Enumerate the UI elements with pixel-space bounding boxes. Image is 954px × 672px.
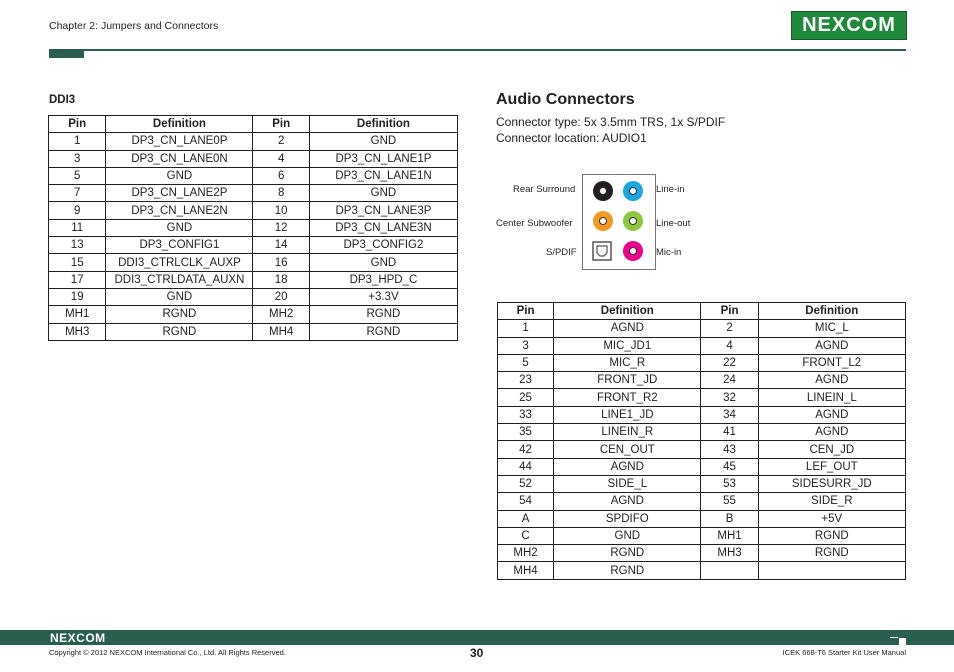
pin-cell: 16: [253, 254, 309, 271]
definition-cell: DP3_CONFIG1: [106, 237, 253, 254]
table-row: [498, 337, 906, 354]
definition-cell: GND: [106, 167, 253, 184]
table-row: [49, 202, 458, 219]
header-divider: [49, 49, 906, 51]
definition-cell: AGND: [554, 320, 701, 337]
spdif-port-icon: [592, 241, 612, 261]
definition-cell: RGND: [758, 527, 905, 544]
definition-cell: AGND: [554, 493, 701, 510]
pin-cell: 3: [49, 150, 106, 167]
footer-decor: [890, 630, 898, 637]
pin-cell: 4: [253, 150, 309, 167]
table-row: [498, 441, 906, 458]
definition-cell: LEF_OUT: [758, 458, 905, 475]
definition-cell: AGND: [758, 424, 905, 441]
definition-cell: +5V: [758, 510, 905, 527]
table-row: [498, 389, 906, 406]
ddi3-pin-table: [48, 115, 458, 341]
pin-cell: [701, 562, 758, 579]
pin-cell: 43: [701, 441, 758, 458]
definition-cell: DP3_CONFIG2: [309, 237, 457, 254]
pin-cell: 15: [49, 254, 106, 271]
header-pin: Pin: [701, 303, 758, 320]
pin-cell: 42: [498, 441, 554, 458]
label-mic-in: Mic-in: [656, 247, 682, 258]
label-center-subwoofer: Center Subwoofer: [496, 218, 573, 229]
definition-cell: [758, 562, 905, 579]
pin-cell: 35: [498, 424, 554, 441]
definition-cell: RGND: [106, 323, 253, 340]
table-row: [498, 475, 906, 492]
nexcom-logo: [791, 11, 907, 40]
definition-cell: AGND: [758, 406, 905, 423]
definition-cell: RGND: [309, 306, 457, 323]
definition-cell: LINE1_JD: [554, 406, 701, 423]
pin-cell: 4: [701, 337, 758, 354]
pin-cell: 2: [253, 133, 309, 150]
definition-cell: SIDE_R: [758, 493, 905, 510]
audio-pin-table: [497, 302, 906, 580]
pin-cell: 5: [49, 167, 106, 184]
pin-cell: 1: [49, 133, 106, 150]
table-row: [498, 510, 906, 527]
pin-cell: 3: [498, 337, 554, 354]
table-row: [498, 372, 906, 389]
line-out-jack-icon: [623, 211, 643, 231]
table-row: [498, 562, 906, 579]
definition-cell: DP3_CN_LANE3N: [309, 219, 457, 236]
header-definition: Definition: [758, 303, 905, 320]
table-row: [49, 323, 458, 340]
definition-cell: DDI3_CTRLDATA_AUXN: [106, 271, 253, 288]
definition-cell: RGND: [309, 323, 457, 340]
pin-cell: C: [498, 527, 554, 544]
pin-cell: 8: [253, 185, 309, 202]
pin-cell: MH2: [253, 306, 309, 323]
definition-cell: GND: [309, 185, 457, 202]
definition-cell: AGND: [758, 337, 905, 354]
table-row: [49, 306, 458, 323]
audio-connector-diagram: [582, 174, 656, 270]
pin-cell: 18: [253, 271, 309, 288]
audio-connectors-title: Audio Connectors: [496, 91, 635, 108]
pin-cell: 23: [498, 372, 554, 389]
footer-decor: [899, 638, 906, 645]
header-pin: Pin: [498, 303, 554, 320]
definition-cell: CEN_OUT: [554, 441, 701, 458]
definition-cell: FRONT_L2: [758, 354, 905, 371]
pin-cell: 22: [701, 354, 758, 371]
pin-cell: MH3: [49, 323, 106, 340]
pin-cell: 7: [49, 185, 106, 202]
table-row: [49, 237, 458, 254]
pin-cell: 53: [701, 475, 758, 492]
header-definition: Definition: [309, 116, 457, 133]
definition-cell: SPDIFO: [554, 510, 701, 527]
pin-cell: 20: [253, 288, 309, 305]
pin-cell: 32: [701, 389, 758, 406]
center-subwoofer-jack-icon: [593, 211, 613, 231]
header-pin: Pin: [253, 116, 309, 133]
definition-cell: MIC_JD1: [554, 337, 701, 354]
pin-cell: 14: [253, 237, 309, 254]
pin-cell: 6: [253, 167, 309, 184]
definition-cell: RGND: [554, 562, 701, 579]
definition-cell: SIDE_L: [554, 475, 701, 492]
table-row: [49, 271, 458, 288]
pin-cell: A: [498, 510, 554, 527]
pin-cell: 5: [498, 354, 554, 371]
pin-cell: 33: [498, 406, 554, 423]
definition-cell: AGND: [554, 458, 701, 475]
table-row: [49, 150, 458, 167]
definition-cell: RGND: [758, 545, 905, 562]
table-row: [498, 406, 906, 423]
header-definition: Definition: [106, 116, 253, 133]
pin-cell: 41: [701, 424, 758, 441]
line-in-jack-icon: [623, 181, 643, 201]
definition-cell: MIC_L: [758, 320, 905, 337]
definition-cell: DP3_CN_LANE1N: [309, 167, 457, 184]
table-row: [498, 458, 906, 475]
logo-text: NEXCOM: [802, 14, 896, 36]
label-spdif: S/PDIF: [546, 247, 577, 258]
pin-cell: 12: [253, 219, 309, 236]
pin-cell: 11: [49, 219, 106, 236]
connector-type: Connector type: 5x 3.5mm TRS, 1x S/PDIF: [496, 115, 726, 129]
footer-nexcom-logo: [50, 630, 106, 645]
header-definition: Definition: [554, 303, 701, 320]
definition-cell: CEN_JD: [758, 441, 905, 458]
header-pin: Pin: [49, 116, 106, 133]
rear-surround-jack-icon: [593, 181, 613, 201]
definition-cell: LINEIN_L: [758, 389, 905, 406]
pin-cell: MH1: [701, 527, 758, 544]
definition-cell: +3.3V: [309, 288, 457, 305]
definition-cell: MIC_R: [554, 354, 701, 371]
table-row: [49, 167, 458, 184]
manual-title: ICEK 668-T6 Starter Kit User Manual: [782, 648, 906, 657]
table-row: [49, 254, 458, 271]
pin-cell: 24: [701, 372, 758, 389]
table-row: [498, 320, 906, 337]
definition-cell: DP3_HPD_C: [309, 271, 457, 288]
pin-cell: 1: [498, 320, 554, 337]
label-rear-surround: Rear Surround: [513, 184, 576, 195]
pin-cell: 19: [49, 288, 106, 305]
connector-location: Connector location: AUDIO1: [496, 131, 647, 145]
pin-cell: 45: [701, 458, 758, 475]
definition-cell: DDI3_CTRLCLK_AUXP: [106, 254, 253, 271]
pin-cell: 17: [49, 271, 106, 288]
definition-cell: DP3_CN_LANE2N: [106, 202, 253, 219]
header-divider-accent: [49, 49, 84, 58]
definition-cell: GND: [106, 288, 253, 305]
footer-bar: [0, 630, 954, 645]
definition-cell: AGND: [758, 372, 905, 389]
pin-cell: 9: [49, 202, 106, 219]
pin-cell: 55: [701, 493, 758, 510]
label-line-in: Line-in: [656, 184, 685, 195]
table-row: [498, 527, 906, 544]
pin-cell: B: [701, 510, 758, 527]
pin-cell: 52: [498, 475, 554, 492]
definition-cell: DP3_CN_LANE0N: [106, 150, 253, 167]
definition-cell: RGND: [554, 545, 701, 562]
pin-cell: 13: [49, 237, 106, 254]
table-row: [498, 424, 906, 441]
pin-cell: MH2: [498, 545, 554, 562]
definition-cell: RGND: [106, 306, 253, 323]
pin-cell: 10: [253, 202, 309, 219]
definition-cell: SIDESURR_JD: [758, 475, 905, 492]
definition-cell: DP3_CN_LANE3P: [309, 202, 457, 219]
pin-cell: 54: [498, 493, 554, 510]
definition-cell: GND: [309, 254, 457, 271]
pin-cell: 44: [498, 458, 554, 475]
copyright: Copyright © 2012 NEXCOM International Co., Ltd. All Rights Reserved.: [49, 648, 286, 657]
definition-cell: DP3_CN_LANE0P: [106, 133, 253, 150]
definition-cell: GND: [309, 133, 457, 150]
definition-cell: DP3_CN_LANE1P: [309, 150, 457, 167]
pin-cell: MH4: [498, 562, 554, 579]
label-line-out: Line-out: [656, 218, 691, 229]
definition-cell: GND: [106, 219, 253, 236]
pin-cell: MH1: [49, 306, 106, 323]
pin-cell: 25: [498, 389, 554, 406]
pin-cell: 2: [701, 320, 758, 337]
table-row: [49, 288, 458, 305]
table-row: [49, 133, 458, 150]
page-number: 30: [470, 646, 484, 660]
pin-cell: 34: [701, 406, 758, 423]
footer-logo-text: NEXCOM: [50, 630, 106, 645]
ddi3-label: DDI3: [49, 94, 76, 106]
definition-cell: DP3_CN_LANE2P: [106, 185, 253, 202]
mic-in-jack-icon: [623, 241, 643, 261]
definition-cell: GND: [554, 527, 701, 544]
pin-cell: MH4: [253, 323, 309, 340]
table-row: [498, 493, 906, 510]
definition-cell: FRONT_R2: [554, 389, 701, 406]
pin-cell: MH3: [701, 545, 758, 562]
table-row: [498, 545, 906, 562]
table-row: [49, 185, 458, 202]
chapter-title: Chapter 2: Jumpers and Connectors: [49, 20, 219, 32]
table-row: [49, 219, 458, 236]
table-row: [498, 354, 906, 371]
definition-cell: FRONT_JD: [554, 372, 701, 389]
definition-cell: LINEIN_R: [554, 424, 701, 441]
